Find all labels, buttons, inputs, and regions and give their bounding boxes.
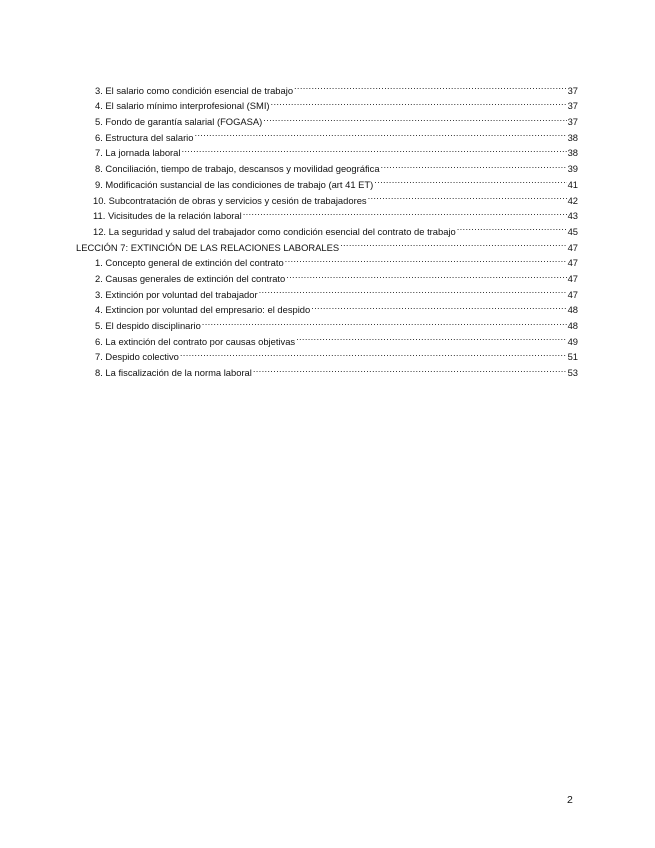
dot-leader [194, 125, 566, 141]
dot-leader [253, 360, 567, 376]
toc-entry-page: 42 [567, 194, 578, 206]
toc-entry-title: 7. La jornada laboral [95, 147, 181, 159]
dot-leader [285, 251, 567, 267]
toc-entry-page: 47 [567, 257, 578, 269]
toc-entry-page: 39 [567, 163, 578, 175]
toc-entry-title: 3. Extinción por voluntad del trabajador [95, 288, 258, 300]
toc-entry-title: 5. Fondo de garantía salarial (FOGASA) [95, 116, 263, 128]
toc-entry-page: 48 [567, 304, 578, 316]
toc-entry-title: 5. El despido disciplinario [95, 320, 201, 331]
toc-entry-page: 53 [567, 367, 578, 379]
toc-entry-title: 4. Extincion por voluntad del empresario: el despido [95, 304, 311, 316]
dot-leader [263, 109, 566, 125]
toc-entry-page: 45 [567, 225, 578, 237]
dot-leader [296, 329, 566, 345]
toc-entry-page: 47 [567, 272, 578, 284]
toc-entry-title: 6. La extinción del contrato por causas objetivas [95, 335, 296, 347]
dot-leader [340, 235, 566, 251]
dot-leader [457, 219, 567, 235]
dot-leader [286, 266, 566, 282]
toc-entry-title: 9. Modificación sustancial de las condiciones de trabajo (art 41 ET) [95, 178, 374, 190]
table-of-contents [76, 78, 578, 379]
dot-leader [381, 156, 567, 172]
toc-entry-page: 47 [567, 288, 578, 300]
dot-leader [368, 188, 567, 204]
toc-entry-title: 11. Vicisitudes de la relación laboral [93, 210, 242, 222]
toc-entry-title: 8. Conciliación, tiempo de trabajo, descansos y movilidad geográfica [95, 163, 380, 175]
toc-entry-title: 12. La seguridad y salud del trabajador como condición esencial del contrato de trabajo [93, 225, 456, 237]
toc-entry-page: 37 [567, 84, 578, 96]
toc-entry-page: 37 [567, 100, 578, 112]
toc-entry-title: 6. Estructura del salario [95, 131, 194, 143]
toc-entry-page: 48 [567, 320, 578, 331]
toc-entry-title: 10. Subcontratación de obras y servicios y cesión de trabajadores [93, 194, 367, 206]
toc-entry[interactable] [76, 78, 578, 94]
dot-leader [180, 345, 567, 361]
page-number: 2 [567, 794, 573, 806]
toc-entry-title: 7. Despido colectivo [95, 351, 179, 363]
dot-leader [311, 298, 566, 314]
toc-entry-title: 3. El salario como condición esencial de trabajo [95, 84, 294, 96]
dot-leader [374, 172, 566, 188]
toc-entry-page: 43 [567, 210, 578, 222]
toc-entry-page: 47 [567, 241, 578, 253]
toc-entry-title: LECCIÓN 7: EXTINCIÓN DE LAS RELACIONES LABORALES [76, 241, 340, 253]
toc-entry-page: 49 [567, 335, 578, 347]
toc-entry-page: 51 [567, 351, 578, 363]
toc-entry-title: 2. Causas generales de extinción del contrato [95, 272, 286, 284]
dot-leader [181, 141, 566, 157]
toc-entry-page: 38 [567, 147, 578, 159]
dot-leader [259, 282, 567, 298]
toc-entry-page: 41 [567, 178, 578, 190]
toc-entry-title: 4. El salario mínimo interprofesional (SMI) [95, 100, 270, 112]
toc-entry-page: 37 [567, 116, 578, 128]
dot-leader [294, 78, 567, 94]
dot-leader [202, 313, 567, 329]
dot-leader [271, 94, 567, 110]
dot-leader [243, 204, 567, 220]
toc-entry-title: 1. Concepto general de extinción del contrato [95, 257, 284, 269]
toc-entry-page: 38 [567, 131, 578, 143]
toc-entry-title: 8. La fiscalización de la norma laboral [95, 367, 252, 379]
